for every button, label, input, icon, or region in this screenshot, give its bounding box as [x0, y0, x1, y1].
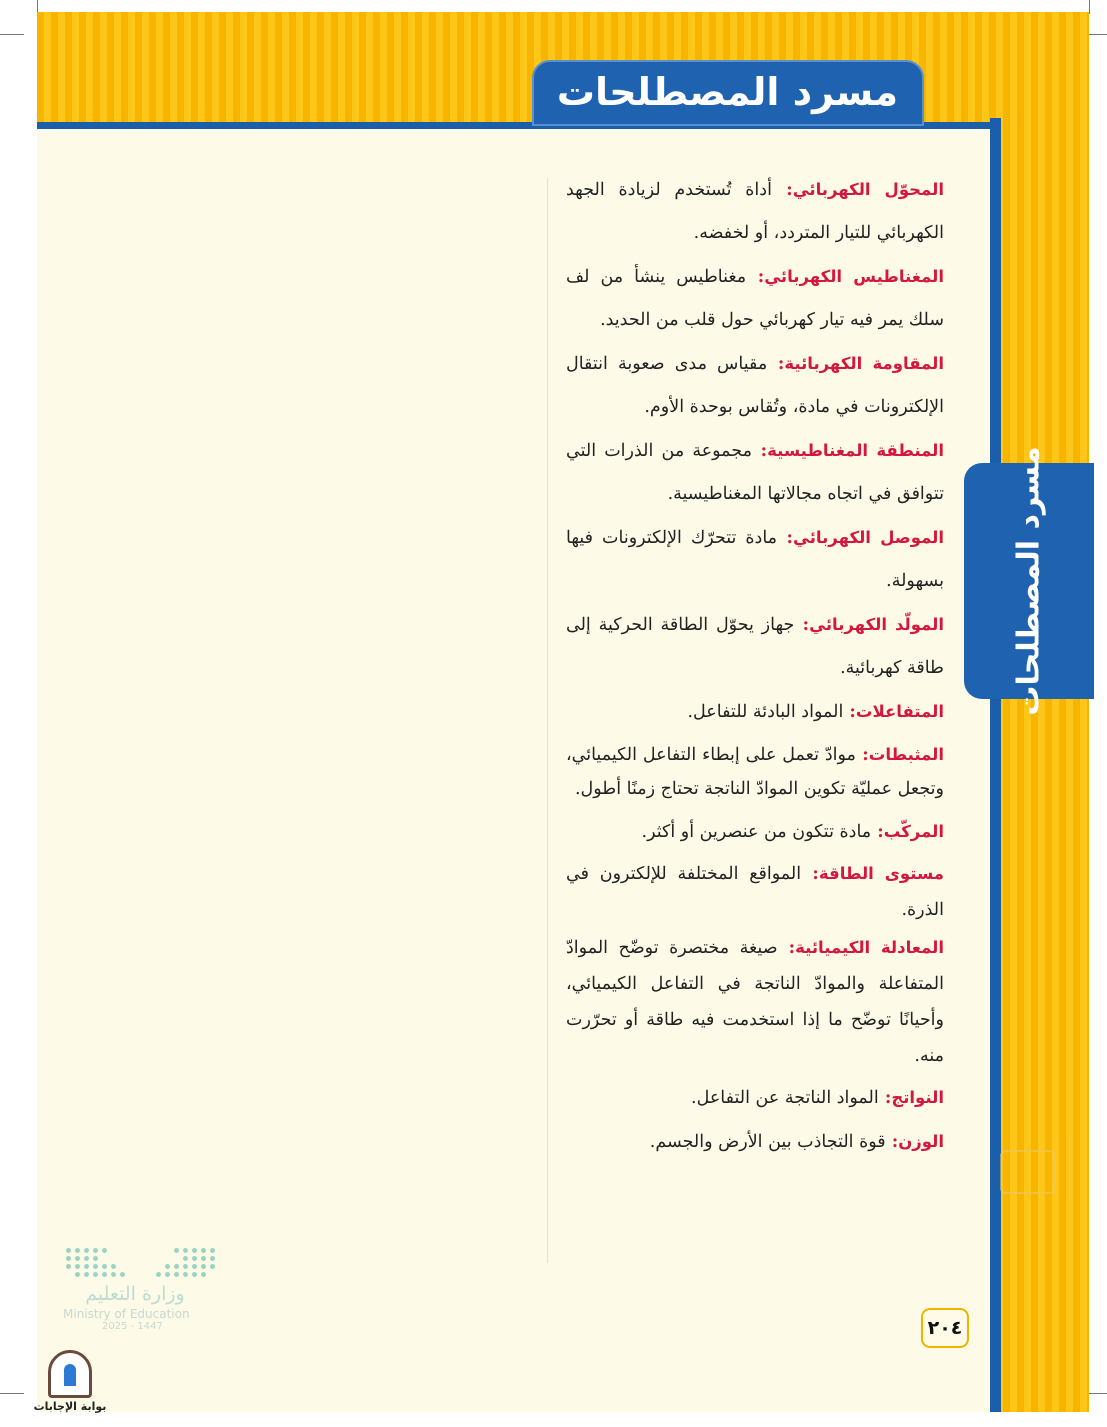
glossary-term: المثبطات [868, 745, 944, 764]
ministry-year: 2025 - 1447 [102, 1321, 163, 1332]
glossary-entry: مستوى الطاقة: المواقع المختلفة للإلكترون في الذرة. [566, 864, 944, 920]
glossary-term: المغناطيس الكهربائي [764, 267, 945, 286]
glossary-term: المولّد الكهربائي [809, 615, 944, 634]
glossary-entry: المتفاعلات: المواد البادئة للتفاعل. [687, 702, 944, 722]
glossary-definition: مجموعة من الذرات التي تتوافق في اتجاه مجالاتها المغناطيسية. [566, 441, 944, 504]
glossary-definition: مادة تتكون من عنصرين أو أكثر. [641, 822, 872, 842]
glossary-entry: المقاومة الكهربائية: مقياس مدى صعوبة انتقال الإلكترونات في مادة، وتُقاس بوحدة الأوم. [566, 354, 945, 417]
glossary-term: المنطقة المغناطيسية [767, 441, 944, 460]
glossary-term: الموصل الكهربائي [793, 528, 944, 547]
page-title: مسرد المصطلحات [556, 70, 898, 114]
glossary-entry: المغناطيس الكهربائي: مغناطيس ينشأ من لف سلك يمر فيه تيار كهربائي حول قلب من الحديد. [566, 267, 945, 330]
ministry-name-english: Ministry of Education [63, 1307, 190, 1321]
glossary-term: المركّب [883, 822, 944, 841]
glossary-definition: مقياس مدى صعوبة انتقال الإلكترونات في مادة، وتُقاس بوحدة الأوم. [566, 354, 944, 417]
glossary-term: المعادلة الكيميائية [795, 938, 944, 957]
glossary-definition: أداة تُستخدم لزيادة الجهد الكهربائي للتيار المتردد، أو لخفضه. [566, 180, 944, 243]
glossary-entry: الموصل الكهربائي: مادة تتحرّك الإلكترونات فيها بسهولة. [566, 528, 944, 591]
glossary-entry: المعادلة الكيميائية: صيغة مختصرة توضّح الموادّ المتفاعلة والموادّ الناتجة في التفاعل الكيميائي، وأحيانًا توضّح ما إذا استخدمت فيه طاقة أو تحرّرت منه. [566, 938, 944, 1066]
glossary-entry: النواتج: المواد الناتجة عن التفاعل. [691, 1088, 944, 1108]
glossary-definition: جهاز يحوّل الطاقة الحركية إلى طاقة كهربائية. [566, 615, 944, 678]
glossary-definition: صيغة مختصرة توضّح الموادّ المتفاعلة والموادّ الناتجة في التفاعل الكيميائي، وأحيانًا توضّح ما إذا استخدمت فيه طاقة أو تحرّرت منه. [566, 938, 944, 1066]
glossary-definition: موادّ تعمل على إبطاء التفاعل الكيميائي، وتجعل عمليّة تكوين الموادّ الناتجة تحتاج زمنًا أطول. [566, 745, 944, 799]
site-name: بوابة الإجابات [33, 1400, 107, 1413]
glossary-definition: قوة التجاذب بين الأرض والجسم. [649, 1132, 886, 1152]
title-tab [532, 60, 924, 126]
page-number: ٢٠٤ [921, 1308, 969, 1348]
side-tab-label: مسرد المصطلحات [1011, 446, 1047, 716]
glossary-definition: المواقع المختلفة للإلكترون في الذرة. [566, 864, 944, 920]
glossary-definition: مادة تتحرّك الإلكترونات فيها بسهولة. [566, 528, 944, 591]
glossary-entry: المركّب: مادة تتكون من عنصرين أو أكثر. [641, 822, 944, 842]
glossary-definition: المواد البادئة للتفاعل. [687, 702, 844, 722]
glossary-definition: المواد الناتجة عن التفاعل. [691, 1088, 879, 1108]
glossary-entry: المثبطات: موادّ تعمل على إبطاء التفاعل الكيميائي، وتجعل عمليّة تكوين الموادّ الناتجة تحتاج زمنًا أطول. [566, 745, 944, 799]
glossary-definition: مغناطيس ينشأ من لف سلك يمر فيه تيار كهربائي حول قلب من الحديد. [566, 267, 944, 330]
side-thumb-tab[interactable] [964, 446, 1094, 716]
site-logo[interactable] [30, 1350, 110, 1420]
glossary-term: الوزن [898, 1132, 944, 1151]
glossary-term: النواتج [891, 1088, 944, 1107]
glossary-entry: المنطقة المغناطيسية: مجموعة من الذرات التي تتوافق في اتجاه مجالاتها المغناطيسية. [566, 441, 944, 504]
glossary-term: المحوّل الكهربائي [792, 180, 944, 199]
glossary-entry: الوزن: قوة التجاذب بين الأرض والجسم. [649, 1132, 944, 1152]
glossary-term: المتفاعلات [855, 702, 944, 721]
page-edge-rule [990, 118, 1001, 1412]
glossary-list [566, 168, 944, 1164]
glossary-entry: المولّد الكهربائي: جهاز يحوّل الطاقة الحركية إلى طاقة كهربائية. [566, 615, 944, 678]
pen-icon [64, 1364, 76, 1386]
glossary-term: مستوى الطاقة [818, 864, 944, 883]
glossary-term: المقاومة الكهربائية [784, 354, 945, 373]
faded-book-icon [1000, 1150, 1056, 1194]
ministry-dots-icon [66, 1248, 210, 1277]
glossary-entry: المحوّل الكهربائي: أداة تُستخدم لزيادة الجهد الكهربائي للتيار المتردد، أو لخفضه. [566, 180, 944, 243]
ministry-name-arabic: وزارة التعليم [85, 1283, 185, 1305]
column-divider [547, 178, 548, 1263]
